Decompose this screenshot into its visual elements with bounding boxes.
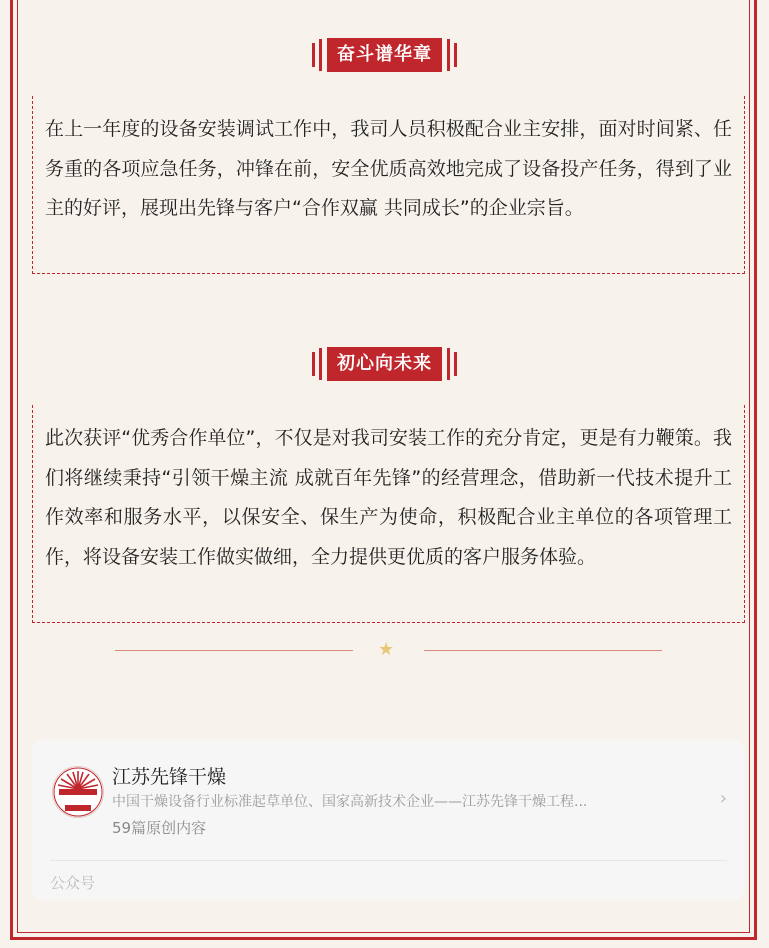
section-body-box-2 [32, 405, 745, 623]
title-bar-decoration [447, 39, 450, 71]
divider-line-left [115, 650, 353, 651]
divider-line-right [424, 650, 662, 651]
section-title-2 [0, 347, 769, 381]
title-bar-decoration [319, 348, 322, 380]
account-logo [52, 766, 104, 818]
title-bar-decoration [447, 348, 450, 380]
card-divider [50, 860, 727, 861]
account-type-label: 公众号 [50, 874, 96, 892]
section-title-1 [0, 38, 769, 72]
star-icon: ★ [378, 639, 395, 660]
title-bar-decoration [454, 43, 457, 67]
section-body-box-1 [32, 96, 745, 274]
section-body-text: 在上一年度的设备安装调试工作中，我司人员积极配合业主安排，面对时间紧、任务重的各项应急任务，冲锋在前，安全优质高效地完成了设备投产任务，得到了业主的好评，展现出先锋与客户“合作双赢 共同成长”的企业宗旨。 [45, 118, 732, 219]
chevron-right-icon[interactable]: › [719, 788, 727, 809]
account-card[interactable] [32, 740, 745, 900]
article-count: 59篇原创内容 [112, 819, 207, 837]
title-bar-decoration [312, 352, 315, 376]
title-bar-decoration [319, 39, 322, 71]
account-description: 中国干燥设备行业标准起草单位、国家高新技术企业——江苏先锋干燥工程... [112, 794, 588, 810]
title-bar-decoration [312, 43, 315, 67]
section-body-text: 此次获评“优秀合作单位”，不仅是对我司安装工作的充分肯定，更是有力鞭策。我们将继续秉持“引领干燥主流 成就百年先锋”的经营理念，借助新一代技术提升工作效率和服务水平，以保安全、保生产为使命，积极配合业主单位的各项管理工作，将设备安装工作做实做细，全力提供更优质的客户服务体验。 [45, 427, 732, 568]
account-name[interactable]: 江苏先锋干燥 [112, 766, 227, 788]
title-bar-decoration [454, 352, 457, 376]
section-heading: 初心向未来 [327, 347, 442, 381]
section-heading: 奋斗谱华章 [327, 38, 442, 72]
